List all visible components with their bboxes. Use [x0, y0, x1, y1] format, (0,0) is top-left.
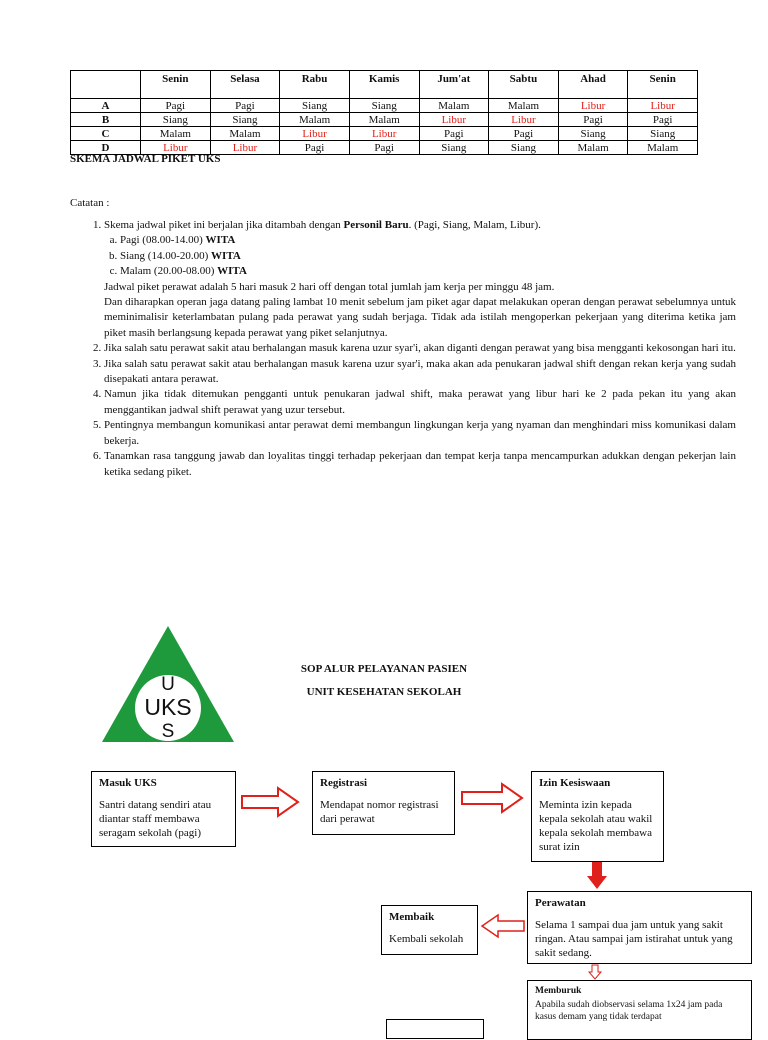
- rule-item: 6. Tanamkan rasa tanggung jawab dan loyalitas tinggi terhadap pekerjaan dan tempat kerja tanpa mencampurkan adukkan dengan pekerjan lain ketika sedang piket.: [104, 449, 736, 480]
- shift-cell: Malam: [419, 99, 489, 113]
- flow-box-membaik: [381, 905, 478, 955]
- flow-box-memburuk: [527, 980, 752, 1040]
- shift-cell: Malam: [558, 141, 628, 155]
- rule-item: 4. Namun jika tidak ditemukan pengganti untuk penukaran jadwal shift, maka perawat yang libur hari ke 2 pada pekan itu yang akan menggantikan jadwal shift perawat yang uzur tersebut.: [104, 387, 736, 418]
- schedule-table: [70, 70, 698, 155]
- day-header: Kamis: [349, 71, 419, 99]
- sop-title: SOP ALUR PELAYANAN PASIEN: [300, 663, 468, 675]
- flow-box-perawatan: [527, 891, 752, 964]
- rule-paragraph: Dan diharapkan operan jaga datang paling lambat 10 menit sebelum jam piket agar dapat melakukan operan dengan perawat sebelumnya untuk meminimalisir keterlambatan pulang pada perawat yang sudah berjaga. Tidak ada istilah mengoperkan pekerjaan yang diterima ketika jam piket masih berlangsung kepada perawat yang piket selanjutnya.: [104, 296, 736, 339]
- arrow-right-icon: [240, 786, 300, 818]
- flow-box-body: Meminta izin kepada kepala sekolah atau wakil kepala sekolah membawa surat izin: [539, 799, 653, 853]
- flow-box-izin: [531, 771, 664, 862]
- shift-item: b. Siang (14.00-20.00) WITA: [120, 249, 736, 264]
- rule-bold-text: Personil Baru: [343, 219, 409, 231]
- shift-cell: Siang: [141, 113, 211, 127]
- team-label: C: [71, 127, 141, 141]
- table-row: [71, 127, 698, 141]
- flow-box-title: Memburuk: [535, 986, 582, 996]
- day-header: Ahad: [558, 71, 628, 99]
- shift-cell: Pagi: [210, 99, 280, 113]
- day-header: Rabu: [280, 71, 350, 99]
- arrow-down-icon: [587, 862, 607, 890]
- shift-cell: Siang: [349, 99, 419, 113]
- rule-item: [104, 218, 736, 341]
- flow-box-body: Santri datang sendiri atau diantar staff membawa seragam sekolah (pagi): [99, 799, 212, 839]
- flow-box-body: Selama 1 sampai dua jam untuk yang sakit ringan. Atau sampai jam istirahat untuk yang sakit sedang.: [535, 919, 733, 959]
- rule-text: Skema jadwal piket ini berjalan jika ditambah dengan: [104, 219, 344, 231]
- shift-cell: Malam: [280, 113, 350, 127]
- shift-cell: Siang: [210, 113, 280, 127]
- day-header: Sabtu: [489, 71, 559, 99]
- schedule-heading: SKEMA JADWAL PIKET UKS: [70, 153, 221, 165]
- shift-cell: Siang: [628, 127, 698, 141]
- day-header: Selasa: [210, 71, 280, 99]
- rule-paragraph: Jadwal piket perawat adalah 5 hari masuk 2 hari off dengan total jumlah jam kerja per minggu 48 jam.: [104, 280, 555, 293]
- rule-item: 2. Jika salah satu perawat sakit atau berhalangan masuk karena uzur syar'i, akan diganti dengan perawat yang bisa mengganti kekosongan hari itu.: [104, 341, 736, 356]
- arrow-left-icon: [480, 913, 526, 939]
- sop-subtitle: UNIT KESEHATAN SEKOLAH: [306, 686, 462, 698]
- flow-box-registrasi: [312, 771, 455, 835]
- shift-cell: Libur: [210, 141, 280, 155]
- shift-cell: Siang: [419, 141, 489, 155]
- shift-cell: Pagi: [349, 141, 419, 155]
- shift-cell: Siang: [489, 141, 559, 155]
- logo-letter: U: [161, 674, 175, 695]
- rules-list: [70, 218, 736, 480]
- shift-cell: Pagi: [141, 99, 211, 113]
- arrow-right-icon: [460, 782, 524, 814]
- shift-cell: Pagi: [628, 113, 698, 127]
- flow-box-body: Kembali sekolah: [389, 933, 464, 945]
- flow-box-body: Mendapat nomor registrasi dari perawat: [320, 799, 439, 825]
- flow-box-masuk: [91, 771, 236, 847]
- shift-cell: Libur: [489, 113, 559, 127]
- flow-box-title: Izin Kesiswaan: [539, 777, 611, 789]
- shift-cell: Pagi: [280, 141, 350, 155]
- flow-box-title: Membaik: [389, 911, 435, 923]
- shift-cell: Pagi: [419, 127, 489, 141]
- team-label: D: [71, 141, 141, 155]
- rule-item: 3. Jika salah satu perawat sakit atau berhalangan masuk karena uzur syar'i, maka akan ada penukaran jadwal shift dengan rekan kerja yang sudah disepakati antara perawat.: [104, 357, 736, 388]
- shift-item: c. Malam (20.00-08.00) WITA: [120, 264, 736, 279]
- shift-cell: Libur: [628, 99, 698, 113]
- shift-cell: Malam: [349, 113, 419, 127]
- shift-cell: Siang: [558, 127, 628, 141]
- notes-label: Catatan :: [70, 197, 110, 209]
- shift-cell: Libur: [419, 113, 489, 127]
- shift-cell: Pagi: [489, 127, 559, 141]
- flow-box-title: Masuk UKS: [99, 777, 157, 789]
- table-header-row: [71, 71, 698, 99]
- rule-text: . (Pagi, Siang, Malam, Libur).: [408, 219, 541, 231]
- shift-cell: Malam: [489, 99, 559, 113]
- shift-cell: Malam: [141, 127, 211, 141]
- team-label: A: [71, 99, 141, 113]
- logo-letter: S: [161, 721, 175, 742]
- day-header: Senin: [141, 71, 211, 99]
- shift-cell: Libur: [280, 127, 350, 141]
- corner-cell: [71, 71, 141, 99]
- shift-cell: Libur: [558, 99, 628, 113]
- shift-cell: Pagi: [558, 113, 628, 127]
- flow-box-title: Registrasi: [320, 777, 368, 789]
- shift-cell: Siang: [280, 99, 350, 113]
- shift-item: a. Pagi (08.00-14.00) WITA: [120, 233, 736, 248]
- table-row: [71, 99, 698, 113]
- flow-box-body: Apabila sudah diobservasi selama 1x24 jam pada kasus demam yang tidak terdapat: [535, 1000, 723, 1022]
- day-header: Senin: [628, 71, 698, 99]
- team-label: B: [71, 113, 141, 127]
- shift-cell: Libur: [349, 127, 419, 141]
- rule-item: 5. Pentingnya membangun komunikasi antar perawat demi membangun lingkungan kerja yang nyaman dan menghindari miss komunikasi dalam bekerja.: [104, 418, 736, 449]
- shift-list: [104, 233, 736, 279]
- day-header: Jum'at: [419, 71, 489, 99]
- table-row: [71, 113, 698, 127]
- logo-text: UKS: [144, 694, 192, 720]
- uks-logo: [100, 624, 236, 744]
- arrow-down-icon: [587, 964, 603, 980]
- flow-box-title: Perawatan: [535, 897, 586, 909]
- shift-cell: Malam: [628, 141, 698, 155]
- flow-box-next: [386, 1019, 484, 1039]
- shift-cell: Libur: [141, 141, 211, 155]
- shift-cell: Malam: [210, 127, 280, 141]
